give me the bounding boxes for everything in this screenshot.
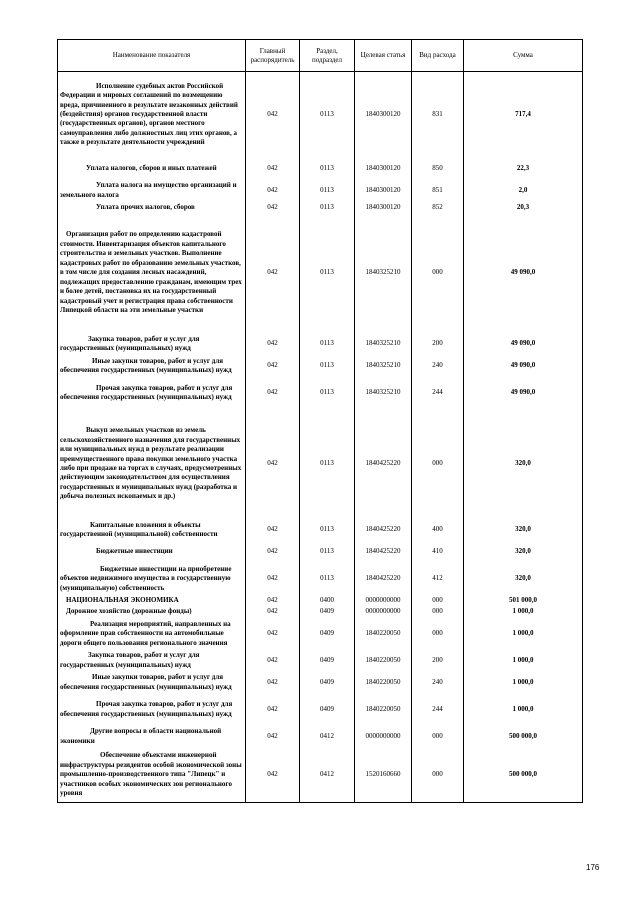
cell-name: Закупка товаров, работ и услуг для государственных (муниципальных) нужд — [58, 333, 246, 355]
cell-expense: 000 — [412, 595, 464, 606]
cell-section: 0409 — [300, 618, 355, 650]
cell-target: 1840425220 — [355, 563, 412, 595]
cell-admin: 042 — [246, 541, 300, 563]
cell-name: Исполнение судебных актов Российской Федерации и мировых соглашений по возмещению вреда, причиненного в результате незаконных действий (бездействия) органов государственной власти (государственных органов), органов местного самоуправления либо должностных лиц этих органов, а также в результате деятельности учреждений — [58, 72, 246, 158]
table-row — [58, 541, 583, 563]
cell-target: 1840300120 — [355, 72, 412, 158]
cell-name: Дорожное хозяйство (дорожные фонды) — [58, 606, 246, 617]
cell-sum: 717,4 — [464, 72, 583, 158]
cell-name: Иные закупки товаров, работ и услуг для обеспечения государственных (муниципальных) нужд — [58, 672, 246, 694]
cell-section: 0113 — [300, 333, 355, 355]
cell-name: Реализация мероприятий, направленных на оформление прав собственности на автомобильные дороги общего пользования регионального значения — [58, 618, 246, 650]
cell-admin: 042 — [246, 519, 300, 541]
cell-section: 0113 — [300, 377, 355, 409]
cell-sum: 49 090,0 — [464, 213, 583, 333]
cell-section: 0113 — [300, 409, 355, 519]
cell-target: 1840325210 — [355, 377, 412, 409]
cell-admin: 042 — [246, 606, 300, 617]
cell-sum: 1 000,0 — [464, 672, 583, 694]
cell-sum: 49 090,0 — [464, 355, 583, 377]
cell-sum: 320,0 — [464, 563, 583, 595]
cell-section: 0412 — [300, 726, 355, 748]
cell-section: 0409 — [300, 672, 355, 694]
cell-target: 1840300120 — [355, 180, 412, 202]
cell-section: 0113 — [300, 180, 355, 202]
cell-name: НАЦИОНАЛЬНАЯ ЭКОНОМИКА — [58, 595, 246, 606]
cell-name: Закупка товаров, работ и услуг для государственных (муниципальных) нужд — [58, 650, 246, 672]
cell-target: 1840325210 — [355, 213, 412, 333]
cell-admin: 042 — [246, 377, 300, 409]
cell-target: 1840220050 — [355, 672, 412, 694]
cell-sum: 2,0 — [464, 180, 583, 202]
cell-target: 1840425220 — [355, 541, 412, 563]
table-body — [58, 72, 583, 803]
cell-admin: 042 — [246, 748, 300, 803]
table-row — [58, 519, 583, 541]
cell-admin: 042 — [246, 650, 300, 672]
cell-admin: 042 — [246, 72, 300, 158]
cell-sum: 320,0 — [464, 541, 583, 563]
cell-expense: 850 — [412, 158, 464, 180]
cell-sum: 1 000,0 — [464, 694, 583, 726]
cell-section: 0113 — [300, 202, 355, 213]
cell-section: 0113 — [300, 355, 355, 377]
cell-expense: 000 — [412, 409, 464, 519]
cell-target: 0000000000 — [355, 595, 412, 606]
table-row — [58, 409, 583, 519]
cell-name: Выкуп земельных участков из земель сельскохозяйственного назначения для государственных или муниципальных нужд в результате реализации преимущественного права покупки земельного участка либо при продаже на торгах в случаях, предусмотренных действующим законодательством для осуществления государственных и муниципальных нужд (разработка и добыча полезных ископаемых и др.) — [58, 409, 246, 519]
cell-name: Уплата прочих налогов, сборов — [58, 202, 246, 213]
cell-expense: 240 — [412, 672, 464, 694]
cell-admin: 042 — [246, 595, 300, 606]
cell-expense: 240 — [412, 355, 464, 377]
cell-section: 0113 — [300, 519, 355, 541]
cell-name: Прочая закупка товаров, работ и услуг для обеспечения государственных (муниципальных) нужд — [58, 377, 246, 409]
cell-expense: 851 — [412, 180, 464, 202]
cell-name: Уплата налогов, сборов и иных платежей — [58, 158, 246, 180]
cell-admin: 042 — [246, 355, 300, 377]
cell-admin: 042 — [246, 158, 300, 180]
cell-target: 1840220050 — [355, 650, 412, 672]
table-row — [58, 180, 583, 202]
cell-expense: 000 — [412, 726, 464, 748]
cell-name: Прочая закупка товаров, работ и услуг для обеспечения государственных (муниципальных) нужд — [58, 694, 246, 726]
cell-target: 1840325210 — [355, 355, 412, 377]
table-row — [58, 72, 583, 158]
cell-expense: 831 — [412, 72, 464, 158]
header-target: Целевая статья — [355, 40, 412, 72]
cell-name: Бюджетные инвестиции на приобретение объектов недвижимого имущества в государственную (муниципальную) собственность — [58, 563, 246, 595]
cell-sum: 500 000,0 — [464, 748, 583, 803]
cell-target: 1840325210 — [355, 333, 412, 355]
cell-admin: 042 — [246, 202, 300, 213]
cell-section: 0113 — [300, 158, 355, 180]
cell-admin: 042 — [246, 563, 300, 595]
cell-section: 0409 — [300, 650, 355, 672]
table-row — [58, 158, 583, 180]
cell-name: Иные закупки товаров, работ и услуг для обеспечения государственных (муниципальных) нужд — [58, 355, 246, 377]
cell-sum: 20,3 — [464, 202, 583, 213]
table-row — [58, 563, 583, 595]
cell-sum: 1 000,0 — [464, 650, 583, 672]
cell-target: 1840425220 — [355, 409, 412, 519]
cell-sum: 320,0 — [464, 409, 583, 519]
page-number: 176 — [586, 863, 600, 872]
cell-admin: 042 — [246, 333, 300, 355]
cell-sum: 49 090,0 — [464, 377, 583, 409]
table-row — [58, 606, 583, 617]
cell-expense: 200 — [412, 650, 464, 672]
cell-name: Бюджетные инвестиции — [58, 541, 246, 563]
table-row — [58, 748, 583, 803]
header-expense: Вид расхода — [412, 40, 464, 72]
header-name: Наименование показателя — [58, 40, 246, 72]
cell-section: 0113 — [300, 563, 355, 595]
header-admin: Главный распорядитель — [246, 40, 300, 72]
cell-expense: 410 — [412, 541, 464, 563]
cell-admin: 042 — [246, 672, 300, 694]
cell-sum: 1 000,0 — [464, 618, 583, 650]
cell-name: Организация работ по определению кадастровой стоимости. Инвентаризация объектов капитального строительства и земельных участков. Выполнение кадастровых работ по образованию земельных участков, в том числе для создания лесных насаждений, подлежащих предоставлению гражданам, имеющим трех и более детей, постановка их на государственный кадастровый учет и регистрация права собственности Липецкой области на эти земельные участки — [58, 213, 246, 333]
cell-admin: 042 — [246, 213, 300, 333]
cell-target: 1840300120 — [355, 158, 412, 180]
cell-target: 1520160660 — [355, 748, 412, 803]
cell-target: 1840220050 — [355, 694, 412, 726]
cell-expense: 244 — [412, 694, 464, 726]
cell-sum: 501 000,0 — [464, 595, 583, 606]
budget-table — [57, 39, 583, 803]
cell-admin: 042 — [246, 409, 300, 519]
table-row — [58, 377, 583, 409]
cell-section: 0409 — [300, 694, 355, 726]
table-row — [58, 694, 583, 726]
cell-expense: 000 — [412, 213, 464, 333]
cell-name: Другие вопросы в области национальной экономики — [58, 726, 246, 748]
cell-section: 0412 — [300, 748, 355, 803]
cell-sum: 49 090,0 — [464, 333, 583, 355]
cell-sum: 500 000,0 — [464, 726, 583, 748]
cell-name: Уплата налога на имущество организаций и земельного налога — [58, 180, 246, 202]
table-row — [58, 355, 583, 377]
cell-admin: 042 — [246, 618, 300, 650]
cell-expense: 400 — [412, 519, 464, 541]
table-row — [58, 202, 583, 213]
cell-section: 0113 — [300, 541, 355, 563]
table-row — [58, 726, 583, 748]
cell-section: 0400 — [300, 595, 355, 606]
cell-admin: 042 — [246, 180, 300, 202]
cell-admin: 042 — [246, 726, 300, 748]
table-row — [58, 595, 583, 606]
table-header-row — [58, 40, 583, 72]
cell-expense: 200 — [412, 333, 464, 355]
cell-section: 0113 — [300, 213, 355, 333]
cell-target: 0000000000 — [355, 726, 412, 748]
cell-expense: 244 — [412, 377, 464, 409]
table-row — [58, 333, 583, 355]
cell-sum: 22,3 — [464, 158, 583, 180]
table-row — [58, 650, 583, 672]
cell-target: 1840300120 — [355, 202, 412, 213]
cell-name: Обеспечение объектами инженерной инфраструктуры резидентов особой экономической зоны промышленно-производственного типа "Липецк" и участников особых экономических зон регионального уровня — [58, 748, 246, 803]
cell-sum: 1 000,0 — [464, 606, 583, 617]
cell-target: 1840220050 — [355, 618, 412, 650]
cell-target: 0000000000 — [355, 606, 412, 617]
cell-expense: 000 — [412, 606, 464, 617]
cell-sum: 320,0 — [464, 519, 583, 541]
table-row — [58, 672, 583, 694]
header-section: Раздел, подраздел — [300, 40, 355, 72]
table-row — [58, 618, 583, 650]
cell-admin: 042 — [246, 694, 300, 726]
cell-section: 0113 — [300, 72, 355, 158]
cell-expense: 000 — [412, 748, 464, 803]
cell-expense: 000 — [412, 618, 464, 650]
cell-target: 1840425220 — [355, 519, 412, 541]
cell-expense: 412 — [412, 563, 464, 595]
header-sum: Сумма — [464, 40, 583, 72]
table-row — [58, 213, 583, 333]
cell-name: Капитальные вложения в объекты государственной (муниципальной) собственности — [58, 519, 246, 541]
cell-section: 0409 — [300, 606, 355, 617]
cell-expense: 852 — [412, 202, 464, 213]
